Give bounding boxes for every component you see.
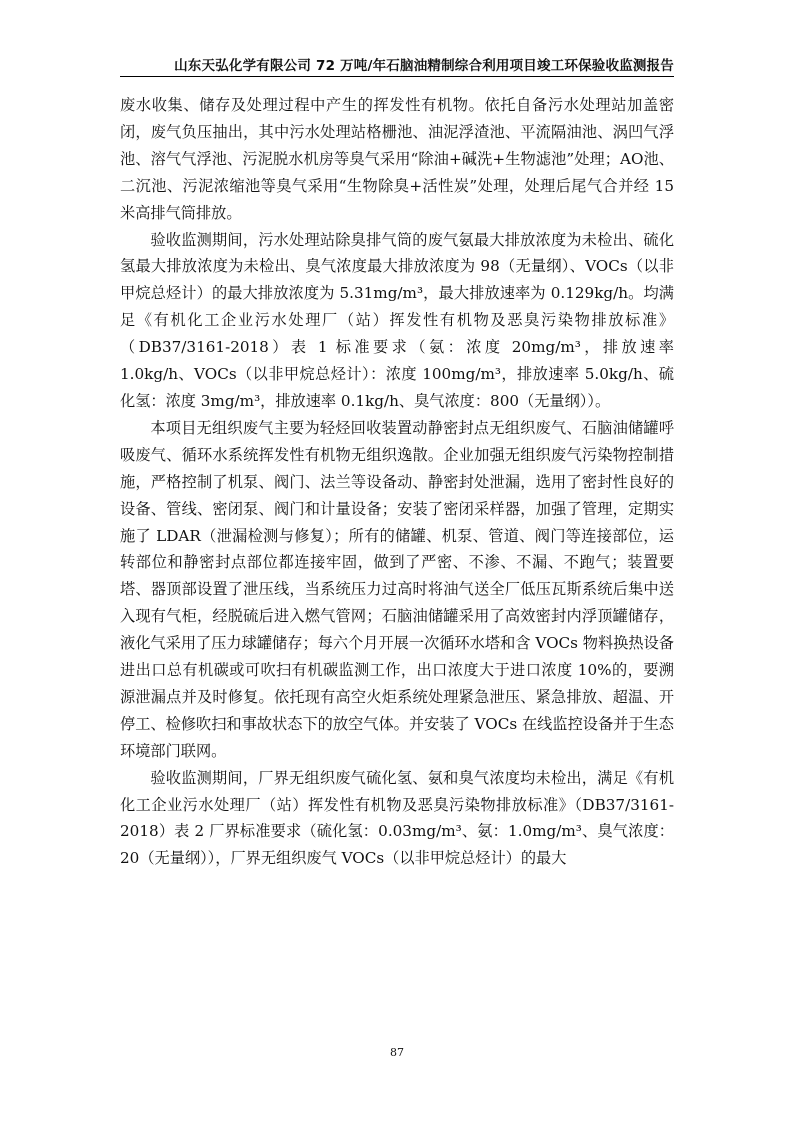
page-number: 87 (390, 1046, 404, 1059)
paragraph-2: 验收监测期间，污水处理站除臭排气筒的废气氨最大排放浓度为未检出、硫化氢最大排放浓度为未检出、臭气浓度最大排放浓度为 98（无量纲）、VOCs（以非甲烷总烃计）的最大排放浓度为 5.31mg/m³，最大排放速率为 0.129kg/h。均满足《有机化工企业污水处理厂（站）挥发性有机物及恶臭污染物排放标准》（DB37/3161-2018）表 1 标准要求（氨：浓度 20mg/m³，排放速率 1.0kg/h、VOCs（以非甲烷总烃计）：浓度 100mg/m³，排放速率 5.0kg/h、硫化氢：浓度 3mg/m³，排放速率 0.1kg/h、臭气浓度：800（无量纲））。 (120, 230, 674, 410)
paragraph-3: 本项目无组织废气主要为轻烃回收装置动静密封点无组织废气、石脑油储罐呼吸废气、循环水系统挥发性有机物无组织逸散。企业加强无组织废气污染物控制措施，严格控制了机泵、阀门、法兰等设备动、静密封处泄漏，选用了密封性良好的设备、管线、密闭泵、阀门和计量设备；安装了密闭采样器，加强了管理，定期实施了 LDAR（泄漏检测与修复）；所有的储罐、机泵、管道、阀门等连接部位，运转部位和静密封点部位都连接牢固，做到了严密、不渗、不漏、不跑气；装置要塔、器顶部设置了泄压线，当系统压力过高时将油气送全厂低压瓦斯系统后集中送入现有气柜，经脱硫后进入燃气管网；石脑油储罐采用了高效密封内浮顶罐储存，液化气采用了压力球罐储存；每六个月开展一次循环水塔和含 VOCs 物料换热设备进出口总有机碳或可吹扫有机碳监测工作，出口浓度大于进口浓度 10%的，要溯源泄漏点并及时修复。依托现有高空火炬系统处理紧急泄压、紧急排放、超温、开停工、检修吹扫和事故状态下的放空气体。并安装了 VOCs 在线监控设备并于生态环境部门联网。 (120, 418, 674, 760)
report-body (120, 92, 674, 872)
header-divider (120, 76, 674, 77)
paragraph-4: 验收监测期间，厂界无组织废气硫化氢、氨和臭气浓度均未检出，满足《有机化工企业污水处理厂（站）挥发性有机物及恶臭污染物排放标准》（DB37/3161-2018）表 2 厂界标准要求（硫化氢：0.03mg/m³、氨：1.0mg/m³、臭气浓度：20（无量纲）），厂界无组织废气 VOCs（以非甲烷总烃计）的最大 (120, 768, 674, 868)
report-header-title: 山东天弘化学有限公司 72 万吨/年石脑油精制综合利用项目竣工环保验收监测报告 (174, 58, 674, 74)
paragraph-1: 废水收集、储存及处理过程中产生的挥发性有机物。依托自备污水处理站加盖密闭，废气负压抽出，其中污水处理站格栅池、油泥浮渣池、平流隔油池、涡凹气浮池、溶气气浮池、污泥脱水机房等臭气采用“除油+碱洗+生物滤池”处理；AO池、二沉池、污泥浓缩池等臭气采用“生物除臭+活性炭”处理，处理后尾气合并经 15 米高排气筒排放。 (120, 96, 674, 222)
